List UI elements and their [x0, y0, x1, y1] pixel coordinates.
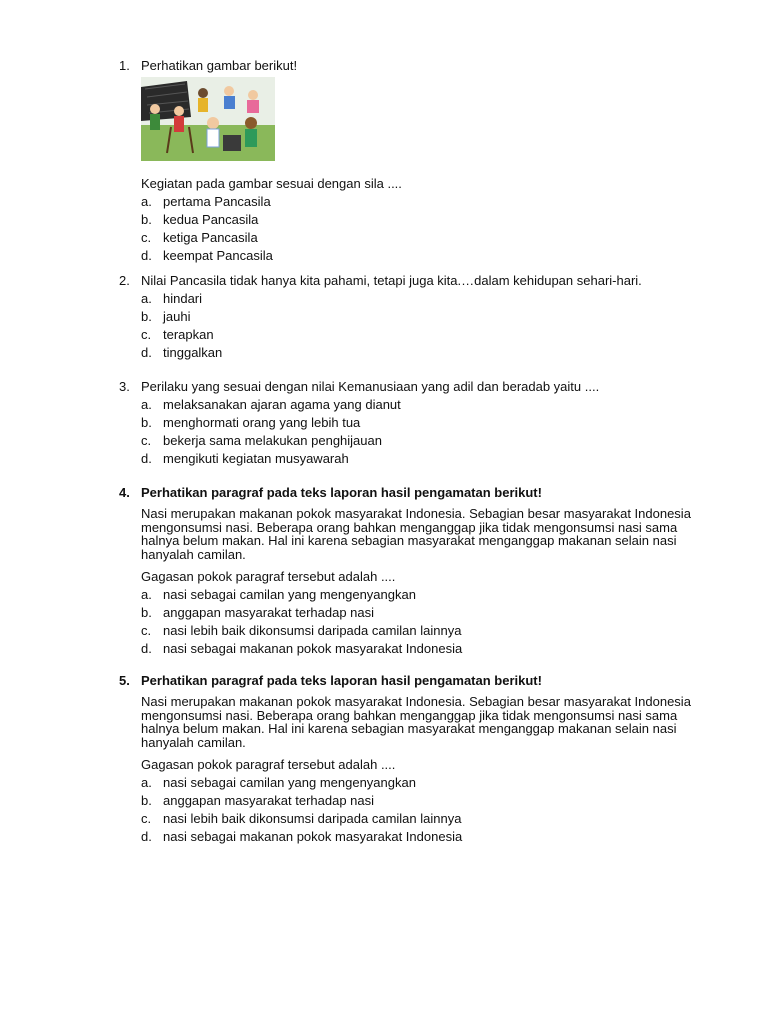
- question-number: 1.: [119, 58, 130, 73]
- question-5: [119, 672, 719, 690]
- answer-option[interactable]: [141, 290, 719, 308]
- answer-option[interactable]: [141, 828, 719, 846]
- reading-paragraph: Nasi merupakan makanan pokok masyarakat Indonesia. Sebagian besar masyarakat Indonesia mengonsumsi nasi. Beberapa orang bahkan menganggap jika tidak mengonsumsi nasi sama halnya belum makan. Hal ini karena sebagian masyarakat menganggap makanan selain nasi hanyalah camilan.: [141, 694, 691, 750]
- option-text: terapkan: [163, 327, 214, 342]
- reading-paragraph: Nasi merupakan makanan pokok masyarakat Indonesia. Sebagian besar masyarakat Indonesia mengonsumsi nasi. Beberapa orang bahkan menganggap jika tidak mengonsumsi nasi sama halnya belum makan. Hal ini karena sebagian masyarakat menganggap makanan selain nasi hanyalah camilan.: [141, 506, 691, 562]
- option-letter: a.: [141, 775, 152, 790]
- option-text: kedua Pancasila: [163, 212, 259, 227]
- option-letter: d.: [141, 345, 152, 360]
- option-letter: a.: [141, 291, 152, 306]
- question-4: [119, 484, 719, 502]
- answer-option[interactable]: [141, 326, 719, 344]
- question-2: [119, 272, 719, 362]
- option-letter: c.: [141, 623, 152, 638]
- option-letter: b.: [141, 212, 152, 227]
- question-number: 3.: [119, 379, 130, 394]
- question-number: 4.: [119, 485, 130, 500]
- option-text: nasi sebagai camilan yang mengenyangkan: [163, 587, 416, 602]
- question-stem: Kegiatan pada gambar sesuai dengan sila ....: [141, 176, 402, 191]
- question-prompt: Perhatikan paragraf pada teks laporan hasil pengamatan berikut!: [141, 673, 542, 688]
- question-stem: Gagasan pokok paragraf tersebut adalah ....: [141, 757, 396, 772]
- answer-option[interactable]: [141, 211, 719, 229]
- option-text: anggapan masyarakat terhadap nasi: [163, 793, 375, 808]
- option-letter: d.: [141, 641, 152, 656]
- question-3: [119, 378, 719, 468]
- option-text: menghormati orang yang lebih tua: [163, 415, 361, 430]
- answer-option[interactable]: [141, 604, 719, 622]
- option-letter: c.: [141, 433, 152, 448]
- answer-option[interactable]: [141, 247, 719, 265]
- option-letter: b.: [141, 793, 152, 808]
- answer-option[interactable]: [141, 640, 719, 658]
- answer-option[interactable]: [141, 450, 719, 468]
- question-prompt: Perilaku yang sesuai dengan nilai Kemanusiaan yang adil dan beradab yaitu ....: [141, 379, 600, 394]
- question-number: 5.: [119, 673, 130, 688]
- option-text: nasi sebagai camilan yang mengenyangkan: [163, 775, 416, 790]
- answer-option[interactable]: [141, 229, 719, 247]
- answer-option[interactable]: [141, 396, 719, 414]
- answer-option[interactable]: [141, 414, 719, 432]
- option-letter: b.: [141, 415, 152, 430]
- children-gardening-illustration: [141, 77, 275, 161]
- option-letter: c.: [141, 230, 152, 245]
- option-letter: c.: [141, 327, 152, 342]
- answer-option[interactable]: [141, 193, 719, 211]
- option-text: nasi lebih baik dikonsumsi daripada camilan lainnya: [163, 811, 462, 826]
- option-letter: a.: [141, 587, 152, 602]
- question-prompt: Perhatikan paragraf pada teks laporan hasil pengamatan berikut!: [141, 485, 542, 500]
- answer-option[interactable]: [141, 432, 719, 450]
- option-letter: a.: [141, 194, 152, 209]
- option-letter: a.: [141, 397, 152, 412]
- option-text: nasi sebagai makanan pokok masyarakat Indonesia: [163, 641, 463, 656]
- question-prompt: Perhatikan gambar berikut!: [141, 58, 298, 73]
- question-number: 2.: [119, 273, 130, 288]
- option-letter: b.: [141, 309, 152, 324]
- answer-option[interactable]: [141, 308, 719, 326]
- answer-option[interactable]: [141, 792, 719, 810]
- option-text: mengikuti kegiatan musyawarah: [163, 451, 349, 466]
- answer-option[interactable]: [141, 586, 719, 604]
- answer-option[interactable]: [141, 622, 719, 640]
- option-text: keempat Pancasila: [163, 248, 273, 263]
- option-text: ketiga Pancasila: [163, 230, 258, 245]
- answer-option[interactable]: [141, 810, 719, 828]
- option-text: hindari: [163, 291, 203, 306]
- option-text: nasi lebih baik dikonsumsi daripada camilan lainnya: [163, 623, 462, 638]
- option-text: nasi sebagai makanan pokok masyarakat Indonesia: [163, 829, 463, 844]
- option-text: bekerja sama melakukan penghijauan: [163, 433, 382, 448]
- option-text: jauhi: [163, 309, 191, 324]
- option-letter: d.: [141, 248, 152, 263]
- option-text: anggapan masyarakat terhadap nasi: [163, 605, 375, 620]
- question-1: [119, 57, 719, 265]
- option-text: melaksanakan ajaran agama yang dianut: [163, 397, 401, 412]
- answer-option[interactable]: [141, 344, 719, 362]
- question-prompt: Nilai Pancasila tidak hanya kita pahami, tetapi juga kita.…dalam kehidupan sehari-hari.: [141, 273, 642, 288]
- option-letter: d.: [141, 451, 152, 466]
- answer-option[interactable]: [141, 774, 719, 792]
- option-text: pertama Pancasila: [163, 194, 271, 209]
- option-letter: d.: [141, 829, 152, 844]
- question-stem: Gagasan pokok paragraf tersebut adalah ....: [141, 569, 396, 584]
- option-letter: b.: [141, 605, 152, 620]
- question-5-body: [119, 693, 719, 846]
- option-letter: c.: [141, 811, 152, 826]
- question-4-body: [119, 505, 719, 658]
- option-text: tinggalkan: [163, 345, 223, 360]
